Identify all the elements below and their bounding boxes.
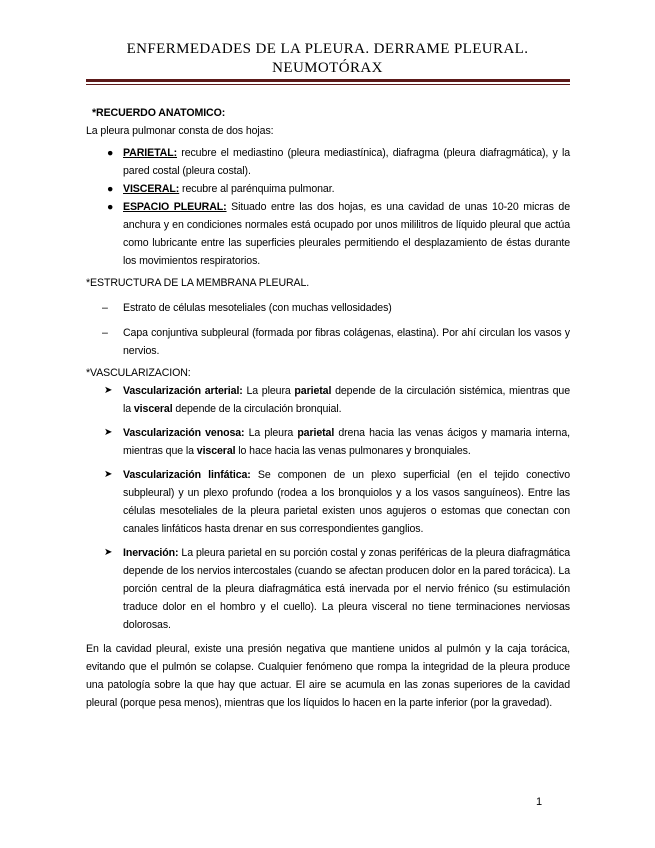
- document-body: [86, 104, 570, 712]
- title-rule-thick: [86, 79, 570, 82]
- list-item: [86, 198, 570, 270]
- arrow-bullet-icon: ➤: [104, 427, 113, 438]
- item-text: Se componen de un plexo superficial (en el tejido conectivo subpleural) y un plexo profundo (rodea a los bronquiolos y a los vasos sanguíneos). Entre las células mesoteliales de la pleura parietal existen unos agujeros o estomas que conectan con canales linfáticos hasta drenar en sus correspondientes ganglios.: [123, 469, 570, 535]
- title-line-2: NEUMOTÓRAX: [272, 60, 383, 76]
- list-item: [86, 180, 570, 198]
- term-linfatica: Vascularización linfática:: [123, 469, 251, 481]
- arrow-bullet-icon: ➤: [104, 547, 113, 558]
- term-parietal: PARIETAL:: [123, 147, 178, 159]
- list-item: [86, 144, 570, 180]
- section-intro: La pleura pulmonar consta de dos hojas:: [86, 125, 274, 137]
- item-text: depende de la circulación sistémica, mientras que la: [123, 385, 570, 415]
- bullet-icon: ●: [107, 183, 114, 195]
- page-title: [70, 40, 585, 78]
- section-heading-estructura: *ESTRUCTURA DE LA MEMBRANA PLEURAL.: [86, 277, 310, 289]
- title-line-1: ENFERMEDADES DE LA PLEURA. DERRAME PLEURAL.: [126, 41, 529, 57]
- term-visceral: VISCERAL:: [123, 183, 180, 195]
- item-text: depende de la circulación bronquial.: [172, 403, 342, 415]
- list-item: [86, 324, 570, 360]
- title-rule-thin: [86, 84, 570, 85]
- item-text: La pleura: [244, 427, 298, 439]
- list-item: [86, 466, 570, 538]
- bullet-icon: ●: [107, 147, 114, 159]
- item-text: La pleura: [242, 385, 295, 397]
- section-heading-anatomia: *RECUERDO ANATOMICO:: [92, 107, 226, 119]
- item-text: recubre el mediastino (pleura mediastínica), diafragma (pleura diafragmática), y la pared costal (pleura costal).: [123, 147, 570, 177]
- item-text: recubre al parénquima pulmonar.: [179, 183, 335, 195]
- arrow-bullet-icon: ➤: [104, 385, 113, 396]
- page-number: 1: [536, 796, 543, 808]
- section-heading-vascularizacion: *VASCULARIZACION:: [86, 367, 191, 379]
- bullet-list-hojas: [86, 144, 570, 270]
- arrow-bullet-icon: ➤: [104, 469, 113, 480]
- list-item: [86, 424, 570, 460]
- item-bold: parietal: [297, 427, 335, 439]
- term-arterial: Vascularización arterial:: [123, 385, 243, 397]
- list-item: [86, 299, 570, 317]
- item-text: drena hacia las venas ácigos y mamaria interna, mientras que la: [123, 427, 570, 457]
- item-text: La pleura parietal en su porción costal y zonas periféricas de la pleura diafragmática depende de los nervios intercostales (cuando se afectan producen dolor en la pared torácica). La porción central de la pleura diafragmática está inervada por el nervio frénico (su estimulación traduce dolor en el hombro y el cuello). La pleura visceral no tiene terminaciones nerviosas dolorosas.: [123, 547, 570, 631]
- list-item: [86, 382, 570, 418]
- item-text: lo hace hacia las venas pulmonares y bronquiales.: [235, 445, 471, 457]
- closing-paragraph: En la cavidad pleural, existe una presión negativa que mantiene unidos al pulmón y la caja torácica, evitando que el pulmón se colapse. Cualquier fenómeno que rompa la integridad de la pleura produce una patología sobre la que hay que actuar. El aire se acumula en las zonas superiores de la cavidad pleural (porque pesa menos), mientras que los líquidos lo hacen en la parte inferior (por la gravedad).: [86, 643, 570, 709]
- item-text: Estrato de células mesoteliales (con muchas vellosidades): [123, 302, 392, 314]
- dash-icon: –: [102, 302, 108, 314]
- item-bold: parietal: [294, 385, 332, 397]
- item-text: Situado entre las dos hojas, es una cavidad de unas 10-20 micras de anchura y en condiciones normales está ocupado por unos mililitros de líquido pleural que actúa como lubricante entre las superficies pleurales permitiendo el desplazamiento de éstas durante los movimientos respiratorios.: [123, 201, 570, 267]
- item-bold: visceral: [133, 403, 173, 415]
- item-text: Capa conjuntiva subpleural (formada por fibras colágenas, elastina). Por ahí circulan los vasos y nervios.: [123, 327, 570, 357]
- term-inervacion: Inervación:: [123, 547, 179, 559]
- list-item: [86, 544, 570, 634]
- term-espacio-pleural: ESPACIO PLEURAL:: [123, 201, 227, 213]
- bullet-icon: ●: [107, 201, 114, 213]
- term-venosa: Vascularización venosa:: [123, 427, 245, 439]
- dash-icon: –: [102, 327, 108, 339]
- item-bold: visceral: [196, 445, 236, 457]
